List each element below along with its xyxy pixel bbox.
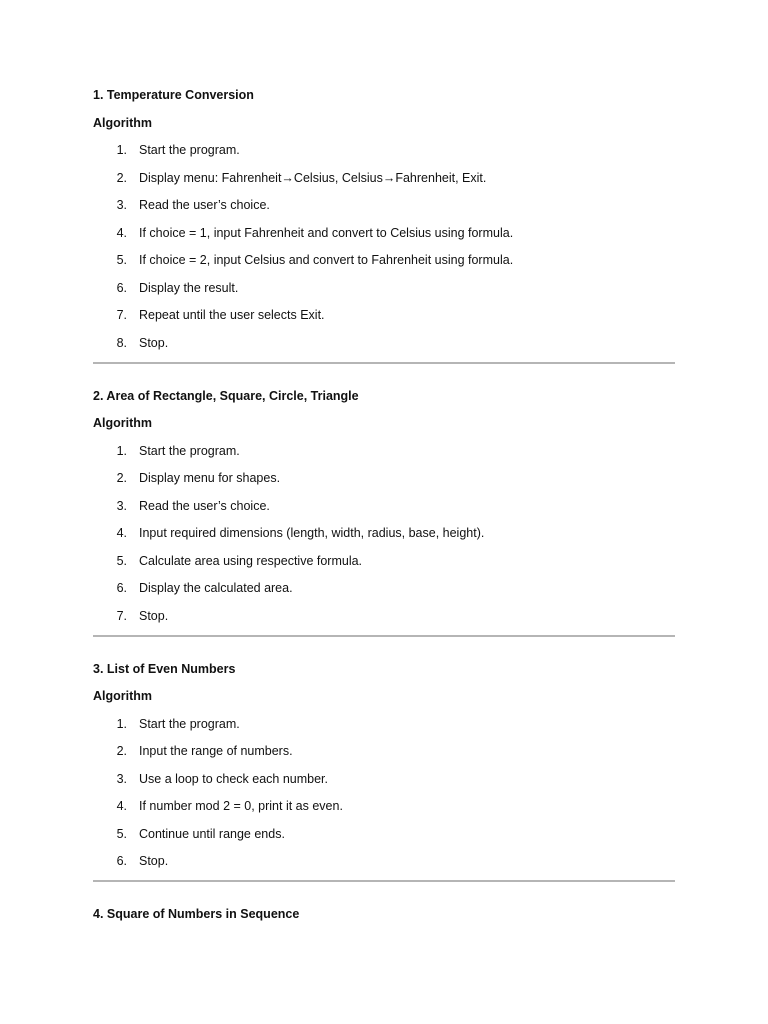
- step-text: If choice = 1, input Fahrenheit and convert to Celsius using formula.: [139, 225, 514, 240]
- step-number: 5.: [116, 826, 127, 841]
- step-text: If number mod 2 = 0, print it as even.: [139, 799, 343, 813]
- step-number: 8.: [116, 335, 127, 350]
- list-item: [93, 607, 675, 626]
- list-item: [93, 552, 675, 571]
- step-text: Read the user’s choice.: [139, 198, 270, 212]
- step-number: 1.: [116, 716, 127, 731]
- algorithm-steps: [93, 715, 675, 872]
- list-item: [93, 579, 675, 598]
- step-number: 6.: [116, 581, 127, 595]
- list-item: [93, 141, 675, 160]
- step-text: Calculate area using respective formula.: [139, 553, 363, 568]
- step-number: 4.: [116, 225, 127, 240]
- algorithm-steps: [93, 141, 675, 353]
- section-title: 3. List of Even Numbers: [93, 661, 236, 676]
- step-number: 2.: [116, 471, 127, 485]
- section-temperature-conversion: [93, 86, 675, 353]
- list-item: [93, 279, 675, 298]
- step-text: Display the calculated area.: [139, 581, 293, 595]
- step-text: Start the program.: [139, 716, 240, 731]
- step-text: Continue until range ends.: [139, 826, 285, 841]
- step-number: 3.: [116, 498, 127, 513]
- list-item: [93, 825, 675, 844]
- algorithm-label: Algorithm: [93, 689, 153, 703]
- list-item: [93, 196, 675, 215]
- list-item: [93, 852, 675, 871]
- step-text: Display the result.: [139, 280, 239, 295]
- step-number: 2.: [116, 744, 127, 758]
- step-text: Display menu: Fahrenheit→Celsius, Celsius→Fahrenheit, Exit.: [139, 170, 487, 185]
- list-item: [93, 742, 675, 761]
- list-item: [93, 442, 675, 461]
- list-item: [93, 524, 675, 543]
- step-text: If choice = 2, input Celsius and convert to Fahrenheit using formula.: [139, 253, 514, 267]
- step-text: Repeat until the user selects Exit.: [139, 308, 325, 322]
- section-area-of-shapes: [93, 387, 675, 626]
- step-number: 1.: [116, 443, 127, 458]
- list-item: [93, 770, 675, 789]
- list-item: [93, 469, 675, 488]
- document-page: [93, 86, 675, 924]
- section-title: 2. Area of Rectangle, Square, Circle, Triangle: [93, 388, 359, 403]
- step-number: 1.: [116, 143, 127, 157]
- step-number: 5.: [116, 253, 127, 267]
- step-text: Use a loop to check each number.: [139, 771, 329, 786]
- step-text: Stop.: [139, 854, 169, 868]
- list-item: [93, 334, 675, 353]
- step-number: 4.: [116, 799, 127, 813]
- step-text: Start the program.: [139, 143, 240, 157]
- list-item: [93, 169, 675, 188]
- step-text: Stop.: [139, 608, 169, 623]
- step-number: 5.: [116, 553, 127, 568]
- list-item: [93, 224, 675, 243]
- list-item: [93, 306, 675, 325]
- list-item: [93, 251, 675, 270]
- list-item: [93, 797, 675, 816]
- step-text: Start the program.: [139, 443, 240, 458]
- step-number: 3.: [116, 771, 127, 786]
- list-item: [93, 497, 675, 516]
- step-number: 3.: [116, 198, 127, 212]
- section-title: 1. Temperature Conversion: [93, 88, 254, 102]
- step-number: 4.: [116, 526, 127, 540]
- algorithm-label: Algorithm: [93, 416, 153, 430]
- step-text: Display menu for shapes.: [139, 471, 281, 485]
- step-number: 7.: [116, 608, 127, 623]
- step-number: 6.: [116, 280, 127, 295]
- step-number: 2.: [116, 170, 127, 185]
- section-divider: [93, 880, 675, 882]
- section-even-numbers: [93, 660, 675, 872]
- step-text: Read the user’s choice.: [139, 498, 270, 513]
- step-text: Stop.: [139, 335, 169, 350]
- algorithm-label: Algorithm: [93, 115, 153, 130]
- section-title: 4. Square of Numbers in Sequence: [93, 907, 300, 921]
- section-divider: [93, 362, 675, 364]
- step-text: Input required dimensions (length, width, radius, base, height).: [139, 526, 485, 540]
- section-square-of-numbers: [93, 905, 675, 924]
- step-number: 7.: [116, 308, 127, 322]
- step-number: 6.: [116, 854, 127, 868]
- step-text: Input the range of numbers.: [139, 744, 293, 758]
- algorithm-steps: [93, 442, 675, 626]
- section-divider: [93, 635, 675, 637]
- list-item: [93, 715, 675, 734]
